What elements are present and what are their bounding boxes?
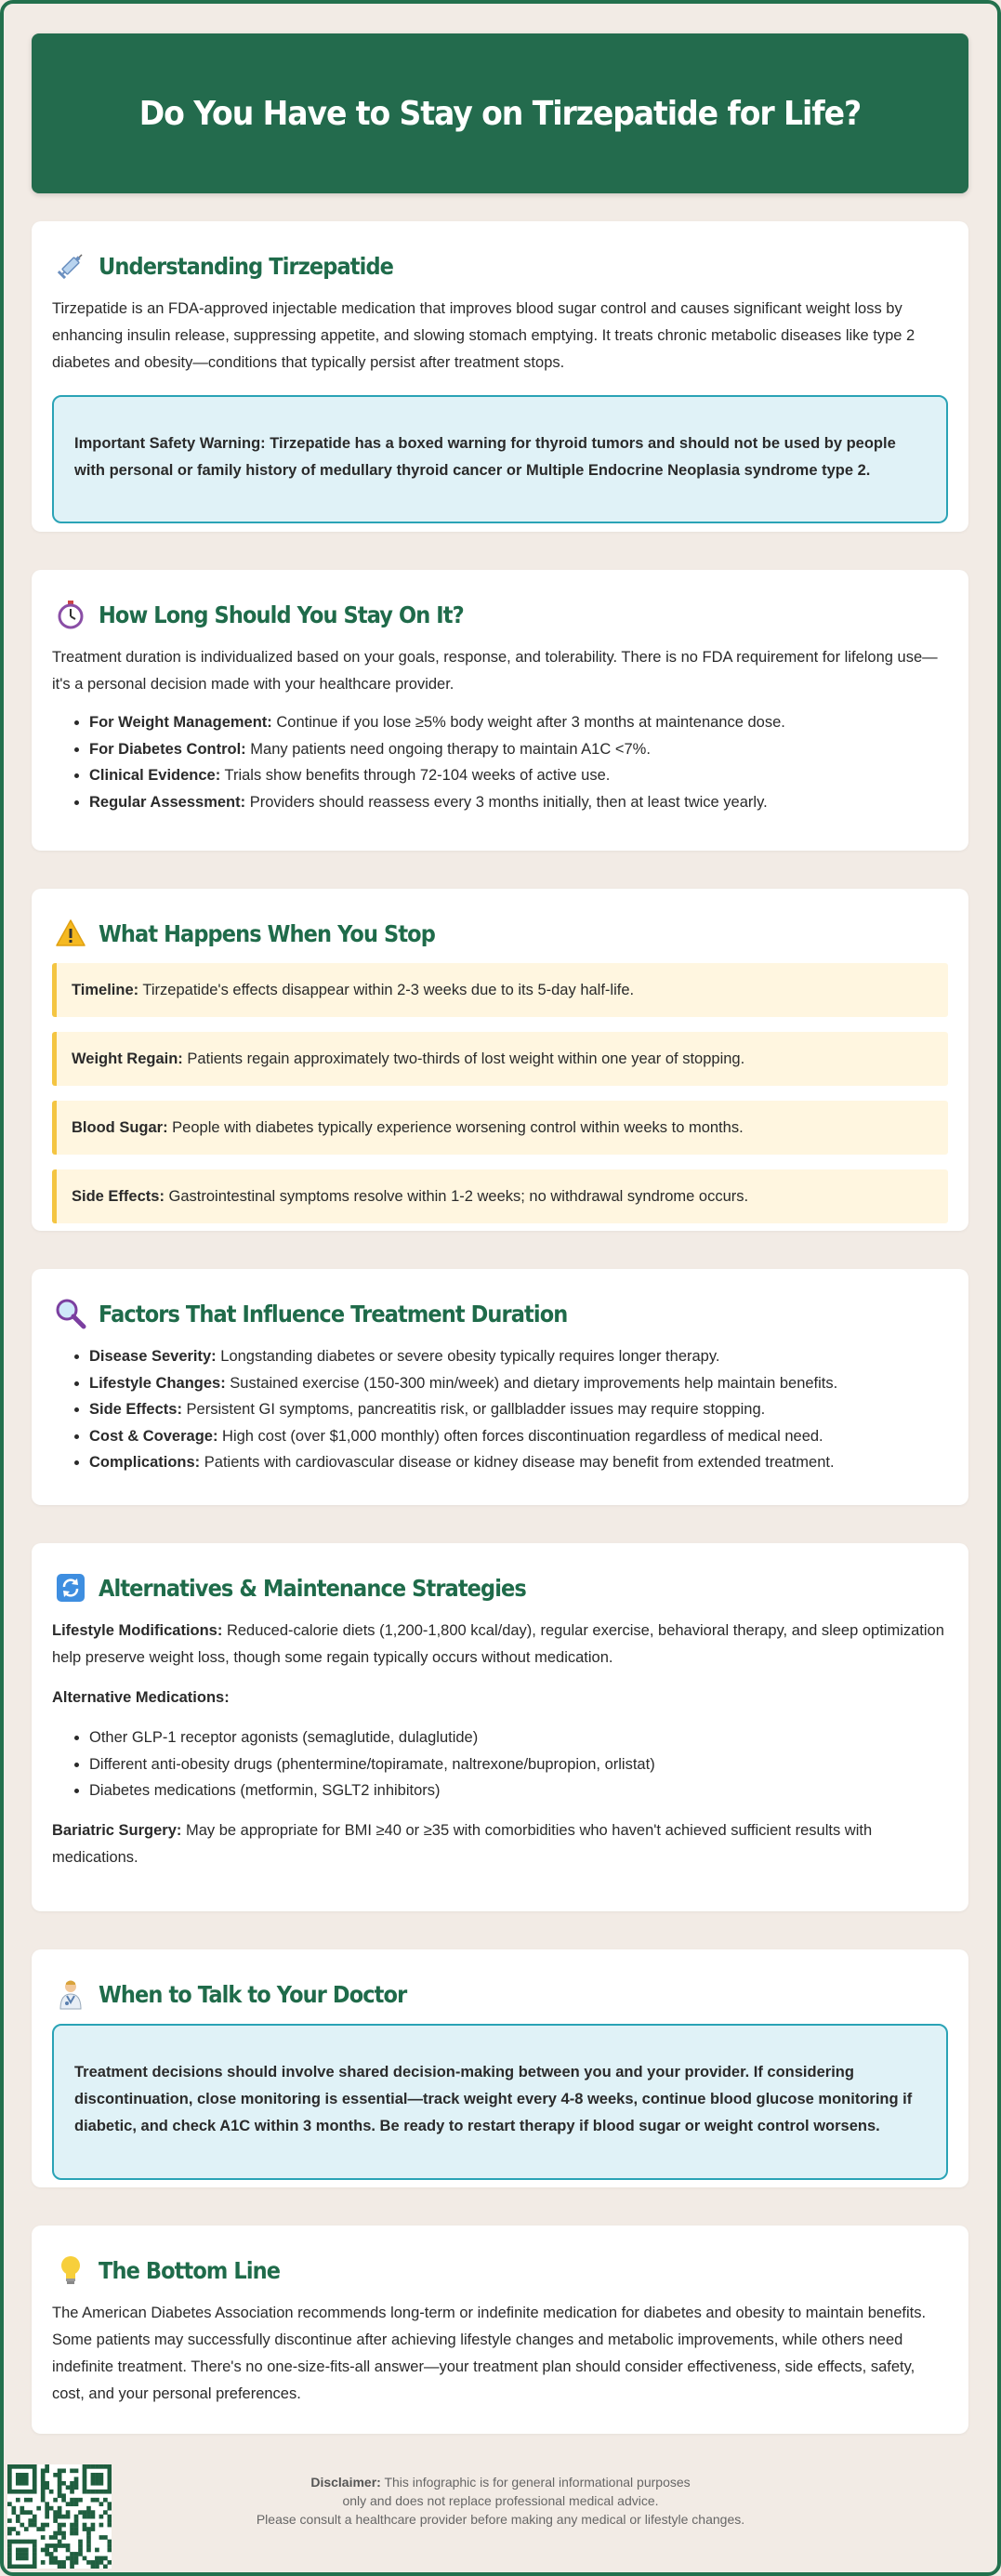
stop-item: Blood Sugar: People with diabetes typically experience worsening control within weeks to months. <box>52 1101 948 1155</box>
disclaimer-line-2: only and does not replace professional medical advice. <box>342 2493 659 2508</box>
card-title: Alternatives & Maintenance Strategies <box>99 1574 526 1602</box>
doctor-note-box <box>52 2024 948 2180</box>
card-header <box>52 1974 948 2015</box>
card-how-long <box>32 570 968 851</box>
card-title: The Bottom Line <box>99 2256 281 2284</box>
stopwatch-icon <box>52 596 89 633</box>
disclaimer-line-1: Disclaimer: This infographic is for general informational purposes <box>310 2475 691 2490</box>
card-body: The American Diabetes Association recommends long-term or indefinite medication for diabetes and obesity to maintain benefits. Some patients may successfully discontinue after achieving lifestyle changes and metabolic improvements, while others need indefinite treatment. There's no one-size-fits-all answer—your treatment plan should consider effectiveness, side effects, safety, cost, and your personal preferences. <box>52 2305 927 2402</box>
card-title: When to Talk to Your Doctor <box>99 1980 407 2008</box>
list-item: • Side Effects: Persistent GI symptoms, pancreatitis risk, or gallbladder issues may require stopping. <box>89 1396 948 1423</box>
card-header <box>52 594 948 635</box>
list-item: • Lifestyle Changes: Sustained exercise (150-300 min/week) and dietary improvements help maintain benefits. <box>89 1370 948 1397</box>
alt-meds-list <box>52 1724 948 1804</box>
list-item: • Diabetes medications (metformin, SGLT2 inhibitors) <box>89 1777 948 1804</box>
card-header <box>52 1293 948 1334</box>
page-header <box>32 33 968 193</box>
disclaimer <box>0 2473 1001 2529</box>
card-title: Factors That Influence Treatment Duration <box>99 1300 568 1328</box>
list-item: • Complications: Patients with cardiovascular disease or kidney disease may benefit from extended treatment. <box>89 1449 948 1476</box>
card-header <box>52 1567 948 1608</box>
list-item: • Different anti-obesity drugs (phentermine/topiramate, naltrexone/bupropion, orlistat) <box>89 1751 948 1778</box>
card-title: How Long Should You Stay On It? <box>99 601 464 628</box>
card-understanding <box>32 221 968 532</box>
factors-list <box>52 1343 948 1476</box>
card-header <box>52 245 948 286</box>
list-item: • Clinical Evidence: Trials show benefits through 72-104 weeks of active use. <box>89 762 948 789</box>
card-header <box>52 2250 948 2291</box>
card-body: Tirzepatide is an FDA-approved injectable medication that improves blood sugar control and causes significant weight loss by enhancing insulin release, suppressing appetite, and slowing stomach emptying. It treats chronic metabolic diseases like type 2 diabetes and obesity—conditions that typically persist after treatment stops. <box>52 300 915 371</box>
disclaimer-line-3: Please consult a healthcare provider before making any medical or lifestyle changes. <box>256 2512 745 2527</box>
card-title: What Happens When You Stop <box>99 919 435 947</box>
card-body: Treatment duration is individualized based on your goals, response, and tolerability. There is no FDA requirement for lifelong use—it's a personal decision made with your healthcare provider. <box>52 649 938 693</box>
card-header <box>52 913 948 954</box>
stop-item: Side Effects: Gastrointestinal symptoms resolve within 1-2 weeks; no withdrawal syndrome occurs. <box>52 1169 948 1223</box>
page-title: Do You Have to Stay on Tirzepatide for Life? <box>138 94 862 133</box>
lightbulb-icon <box>52 2252 89 2289</box>
card-bottom-line <box>32 2226 968 2434</box>
card-title: Understanding Tirzepatide <box>99 252 394 280</box>
card-doctor <box>32 1949 968 2187</box>
surgery-paragraph: Bariatric Surgery: May be appropriate for BMI ≥40 or ≥35 with comorbidities who haven't achieved sufficient results with medications. <box>52 1821 873 1866</box>
doctor-note-text: Treatment decisions should involve shared decision-making between you and your provider. If considering discontinuation, close monitoring is essential—track weight every 4-8 weeks, continue blood glucose monitoring if diabetic, and check A1C within 3 months. Be ready to restart therapy if blood sugar or weight control worsens. <box>74 2064 913 2134</box>
how-long-list <box>52 709 948 815</box>
lifestyle-paragraph: Lifestyle Modifications: Reduced-calorie diets (1,200-1,800 kcal/day), regular exercise, behavioral therapy, and sleep optimization help preserve weight loss, though some regain typically occurs without medication. <box>52 1622 944 1666</box>
card-alternatives <box>32 1543 968 1911</box>
warning-icon <box>52 915 89 952</box>
refresh-icon <box>52 1569 89 1606</box>
stop-item: Weight Regain: Patients regain approximately two-thirds of lost weight within one year of stopping. <box>52 1032 948 1086</box>
safety-warning-text: Important Safety Warning: Tirzepatide has a boxed warning for thyroid tumors and should not be used by people with personal or family history of medullary thyroid cancer or Multiple Endocrine Neoplasia syndrome type 2. <box>74 435 896 479</box>
safety-warning-box <box>52 395 948 523</box>
list-item: • For Weight Management: Continue if you lose ≥5% body weight after 3 months at maintenance dose. <box>89 709 948 736</box>
card-factors <box>32 1269 968 1505</box>
doctor-icon <box>52 1975 89 2013</box>
magnifier-icon <box>52 1295 89 1332</box>
stop-item: Timeline: Tirzepatide's effects disappear within 2-3 weeks due to its 5-day half-life. <box>52 963 948 1017</box>
list-item: • For Diabetes Control: Many patients need ongoing therapy to maintain A1C <7%. <box>89 736 948 763</box>
list-item: • Other GLP-1 receptor agonists (semaglutide, dulaglutide) <box>89 1724 948 1751</box>
list-item: • Disease Severity: Longstanding diabetes or severe obesity typically requires longer therapy. <box>89 1343 948 1370</box>
list-item: • Cost & Coverage: High cost (over $1,000 monthly) often forces discontinuation regardless of medical need. <box>89 1423 948 1450</box>
alt-meds-heading: Alternative Medications: <box>52 1689 230 1706</box>
syringe-icon <box>52 247 89 284</box>
card-stop <box>32 889 968 1231</box>
list-item: • Regular Assessment: Providers should reassess every 3 months initially, then at least twice yearly. <box>89 789 948 816</box>
